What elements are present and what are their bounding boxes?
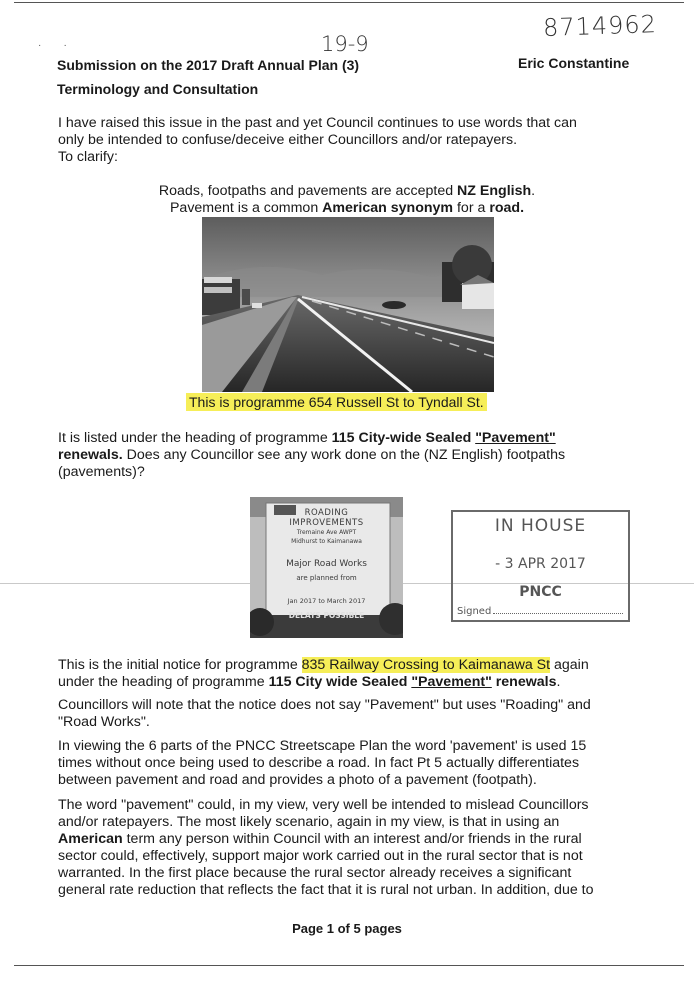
programme-paragraph xyxy=(58,430,638,481)
paragraph-line: and/or ratepayers. The most likely scenario, again in my view, is that in using an xyxy=(58,814,560,830)
paragraph-line: American term any person within Council with an interest and/or friends in the rural xyxy=(58,831,582,847)
photo-caption: This is programme 654 Russell St to Tyndall St. xyxy=(186,393,487,411)
notice-line-2: under the heading of programme 115 City wide Sealed "Pavement" renewals. xyxy=(58,674,561,690)
handwritten-reference: 8714962 xyxy=(542,10,658,42)
sign-text: Midhurst to Kaimanawa xyxy=(291,538,362,545)
stamp-signed-label: Signed xyxy=(457,606,492,617)
intro-line: To clarify: xyxy=(58,149,118,165)
programme-line-2: renewals. Does any Councillor see any work done on the (NZ English) footpaths xyxy=(58,447,566,463)
definition-line-1: Roads, footpaths and pavements are accepted NZ English. xyxy=(158,183,536,199)
paragraph-line: sector could, effectively, support major work carried out in the rural sector that is not xyxy=(58,848,583,864)
sign-text: ROADING xyxy=(304,508,349,518)
paragraph-line: Councillors will note that the notice does not say "Pavement" but uses "Roading" and xyxy=(58,697,591,713)
paragraph-line: between pavement and road and provides a photo of a pavement (footpath). xyxy=(58,772,537,788)
sign-text: DELAYS POSSIBLE xyxy=(288,611,365,620)
roadworks-sign-photo xyxy=(250,497,403,638)
streetscape-paragraph xyxy=(58,738,648,789)
definition-line-2: Pavement is a common American synonym for a road. xyxy=(169,200,525,216)
page-footer: Page 1 of 5 pages xyxy=(292,921,402,936)
intro-line: I have raised this issue in the past and yet Council continues to use words that can xyxy=(58,115,577,131)
paragraph-line: times without once being used to describe a road. In fact Pt 5 actually differentiates xyxy=(58,755,580,771)
stamp-title: IN HOUSE xyxy=(494,516,587,536)
programme-line-1: It is listed under the heading of programme 115 City-wide Sealed "Pavement" xyxy=(58,430,556,446)
handwritten-page-marker: 19-9 xyxy=(321,32,369,56)
notice-note-paragraph xyxy=(58,697,648,731)
notice-line-1: This is the initial notice for programme 835 Railway Crossing to Kaimanawa St again xyxy=(58,657,589,673)
programme-line-3: (pavements)? xyxy=(58,464,145,480)
intro-line: only be intended to confuse/deceive either Councillors and/or ratepayers. xyxy=(58,132,518,148)
road-photo xyxy=(202,217,494,392)
paragraph-line: "Road Works". xyxy=(58,714,150,730)
road-photo-illustration xyxy=(202,217,494,392)
intro-paragraph xyxy=(58,115,633,166)
paragraph-line: warranted. In the first place because the rural sector already receives a significant xyxy=(58,865,572,881)
top-border xyxy=(14,2,684,3)
author-name: Eric Constantine xyxy=(518,55,630,71)
stamp-signed-line xyxy=(493,613,623,614)
document-title: Submission on the 2017 Draft Annual Plan (3) xyxy=(57,57,360,73)
pavement-paragraph xyxy=(58,797,648,899)
bottom-border xyxy=(14,965,684,966)
sign-text: Tremaine Ave AWPT xyxy=(296,529,357,536)
paragraph-line: general rate reduction that reflects the fact that it is rural not urban. In addition, due to xyxy=(58,882,594,898)
scan-marks: · · xyxy=(38,40,67,51)
paragraph-line: The word "pavement" could, in my view, very well be intended to mislead Councillors xyxy=(58,797,589,813)
stamp-org: PNCC xyxy=(519,584,562,600)
paragraph-line: In viewing the 6 parts of the PNCC Streetscape Plan the word 'pavement' is used 15 xyxy=(58,738,587,754)
received-stamp xyxy=(451,510,630,622)
stamp-date: - 3 APR 2017 xyxy=(495,556,586,572)
sign-text: IMPROVEMENTS xyxy=(289,518,364,528)
notice-paragraph xyxy=(58,657,648,691)
document-subtitle: Terminology and Consultation xyxy=(57,81,259,97)
sign-text: Major Road Works xyxy=(286,559,367,569)
sign-text: Jan 2017 to March 2017 xyxy=(287,597,366,605)
sign-text: are planned from xyxy=(296,574,357,582)
